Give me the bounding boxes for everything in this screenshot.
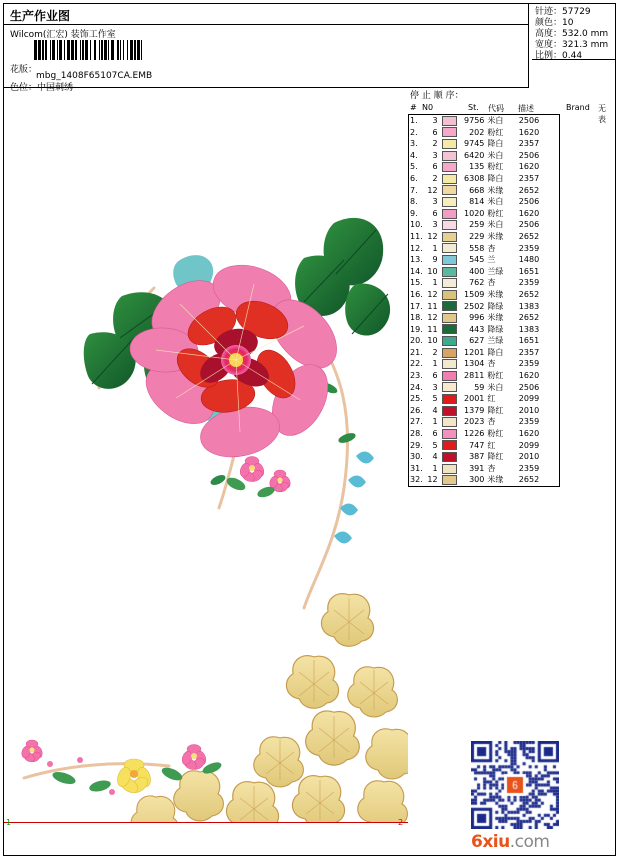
baseline-marker — [4, 822, 408, 823]
row-stitches: 300 — [469, 475, 485, 485]
row-color-swatch — [441, 324, 458, 336]
row-index: 4. — [410, 150, 418, 160]
row-code: 米缘 — [487, 231, 504, 241]
title-divider — [4, 24, 528, 25]
row-index: 14. — [410, 266, 423, 276]
row-color-swatch — [441, 428, 458, 440]
row-stitches: 1201 — [464, 347, 485, 357]
col-header-code: 代码 — [488, 104, 504, 113]
row-code: 米缘 — [487, 185, 504, 195]
row-color-swatch — [441, 150, 458, 162]
design-filename: mbg_1408F65107CA.EMB — [36, 71, 153, 81]
row-code: 降红 — [487, 452, 504, 462]
table-row — [409, 254, 560, 266]
row-color-swatch — [441, 219, 458, 231]
brand-logo-text: 6xiu — [471, 832, 510, 852]
row-code: 粉红 — [487, 127, 504, 137]
row-needle: 5 — [432, 394, 438, 404]
row-description: 1383 — [518, 324, 540, 334]
row-color-swatch — [441, 115, 458, 127]
row-color-swatch — [441, 393, 458, 405]
row-description: 2099 — [518, 394, 540, 404]
row-needle: 1 — [432, 417, 438, 427]
row-needle: 11 — [427, 301, 438, 311]
row-needle: 3 — [432, 382, 438, 392]
row-index: 9. — [410, 208, 418, 218]
row-color-swatch — [441, 243, 458, 255]
table-row — [409, 428, 560, 440]
brand-logo — [471, 832, 549, 852]
row-color-swatch — [441, 185, 458, 197]
row-index: 3. — [410, 139, 418, 149]
row-code: 红 — [487, 440, 496, 450]
header-block — [4, 4, 529, 93]
row-stitches: 558 — [469, 243, 485, 253]
table-row — [409, 312, 560, 324]
row-needle: 12 — [427, 289, 438, 299]
row-index: 28. — [410, 429, 423, 439]
row-color-swatch — [441, 382, 458, 394]
row-index: 1. — [410, 116, 418, 125]
row-stitches: 400 — [469, 266, 485, 276]
row-description: 2506 — [518, 116, 540, 125]
row-color-swatch — [441, 208, 458, 220]
row-description: 2359 — [518, 463, 540, 473]
row-index: 18. — [410, 313, 423, 323]
row-description: 1480 — [518, 255, 540, 265]
row-index: 23. — [410, 371, 423, 381]
table-row — [409, 382, 560, 394]
table-row — [409, 405, 560, 417]
col-header-idx: # — [410, 103, 417, 112]
row-stitches: 1226 — [464, 429, 485, 439]
table-row — [409, 231, 560, 243]
row-stitches: 229 — [469, 231, 485, 241]
row-description: 2652 — [518, 185, 540, 195]
row-stitches: 387 — [469, 452, 485, 462]
table-row — [409, 127, 560, 139]
row-color-swatch — [441, 463, 458, 475]
row-code: 米白 — [487, 116, 504, 125]
row-index: 26. — [410, 405, 423, 415]
table-row — [409, 173, 560, 185]
row-index: 31. — [410, 463, 423, 473]
row-code: 米缘 — [487, 289, 504, 299]
table-row — [409, 150, 560, 162]
row-description: 1620 — [518, 371, 540, 381]
row-needle: 3 — [432, 220, 438, 230]
row-code: 降白 — [487, 139, 504, 149]
row-needle: 12 — [427, 475, 438, 485]
row-needle: 4 — [432, 452, 438, 462]
row-needle: 12 — [427, 185, 438, 195]
row-needle: 6 — [432, 429, 438, 439]
row-needle: 2 — [432, 173, 438, 183]
table-row — [409, 196, 560, 208]
row-color-swatch — [441, 358, 458, 370]
row-stitches: 9756 — [464, 116, 485, 125]
row-description: 1620 — [518, 127, 540, 137]
row-stitches: 2811 — [464, 371, 485, 381]
info-height-label: 高度： — [535, 29, 563, 39]
row-description: 2652 — [518, 313, 540, 323]
row-index: 10. — [410, 220, 423, 230]
row-color-swatch — [441, 347, 458, 359]
row-description: 1651 — [518, 266, 540, 276]
baseline-start-mark: 1 — [6, 818, 12, 827]
row-description: 1620 — [518, 429, 540, 439]
row-code: 米白 — [487, 220, 504, 230]
row-stitches: 762 — [469, 278, 485, 288]
row-description: 2359 — [518, 243, 540, 253]
table-row — [409, 277, 560, 289]
info-colors — [535, 18, 616, 29]
row-code: 米缘 — [487, 475, 504, 485]
row-index: 8. — [410, 197, 418, 207]
row-code: 兰 — [487, 255, 496, 265]
row-needle: 1 — [432, 359, 438, 369]
row-color-swatch — [441, 138, 458, 150]
info-stitches-value: 57729 — [562, 7, 591, 17]
row-index: 2. — [410, 127, 418, 137]
row-code: 杏 — [487, 463, 496, 473]
row-stitches: 202 — [469, 127, 485, 137]
stop-sequence-panel — [408, 88, 616, 487]
row-needle: 6 — [432, 208, 438, 218]
col-header-desc: 描述 — [518, 104, 534, 113]
row-color-swatch — [441, 289, 458, 301]
row-code: 粉红 — [487, 208, 504, 218]
table-row — [409, 289, 560, 301]
row-color-swatch — [441, 335, 458, 347]
row-index: 32. — [410, 475, 423, 485]
row-description: 2652 — [518, 475, 540, 485]
row-index: 13. — [410, 255, 423, 265]
row-color-swatch — [441, 416, 458, 428]
row-code: 降红 — [487, 405, 504, 415]
row-description: 1620 — [518, 162, 540, 172]
design-info-box — [532, 4, 616, 60]
table-row — [409, 347, 560, 359]
table-row — [409, 416, 560, 428]
stop-sequence-title: 停 止 顺 序： — [410, 91, 464, 101]
row-code: 兰绿 — [487, 266, 504, 276]
row-needle: 6 — [432, 127, 438, 137]
embroidery-artwork — [4, 88, 408, 823]
table-row — [409, 358, 560, 370]
row-description: 2357 — [518, 347, 540, 357]
table-row — [409, 335, 560, 347]
row-color-swatch — [441, 370, 458, 382]
row-needle: 2 — [432, 347, 438, 357]
row-stitches: 391 — [469, 463, 485, 473]
row-color-swatch — [441, 451, 458, 463]
row-needle: 6 — [432, 371, 438, 381]
row-needle: 3 — [432, 150, 438, 160]
info-width-label: 宽度： — [535, 40, 563, 50]
row-stitches: 996 — [469, 313, 485, 323]
row-description: 2357 — [518, 173, 540, 183]
row-code: 米白 — [487, 197, 504, 207]
barcode — [34, 40, 259, 60]
row-index: 21. — [410, 347, 423, 357]
row-needle: 10 — [427, 266, 438, 276]
row-needle: 12 — [427, 231, 438, 241]
row-stitches: 747 — [469, 440, 485, 450]
row-description: 2010 — [518, 452, 540, 462]
row-index: 6. — [410, 173, 418, 183]
row-description: 1620 — [518, 208, 540, 218]
info-height-value: 532.0 mm — [562, 29, 609, 39]
qr-code — [471, 741, 559, 829]
page-title: 生产作业图 — [10, 9, 71, 23]
table-row — [409, 440, 560, 452]
table-row — [409, 243, 560, 255]
info-colors-value: 10 — [562, 18, 574, 28]
row-stitches: 6420 — [464, 150, 485, 160]
row-index: 5. — [410, 162, 418, 172]
col-header-needle: N0 — [422, 103, 434, 112]
row-stitches: 1304 — [464, 359, 485, 369]
row-stitches: 9745 — [464, 139, 485, 149]
info-width-value: 321.3 mm — [562, 40, 609, 50]
table-row — [409, 138, 560, 150]
row-needle: 3 — [432, 197, 438, 207]
table-row — [409, 301, 560, 313]
row-stitches: 2502 — [464, 301, 485, 311]
row-stitches: 2023 — [464, 417, 485, 427]
row-stitches: 259 — [469, 220, 485, 230]
row-color-swatch — [441, 254, 458, 266]
row-code: 降绿 — [487, 301, 504, 311]
info-width — [535, 40, 616, 51]
row-code: 降白 — [487, 173, 504, 183]
info-height — [535, 29, 616, 40]
row-needle: 4 — [432, 405, 438, 415]
row-index: 15. — [410, 278, 423, 288]
row-code: 降白 — [487, 347, 504, 357]
row-stitches: 814 — [469, 197, 485, 207]
row-color-swatch — [441, 405, 458, 417]
row-stitches: 443 — [469, 324, 485, 334]
row-code: 米白 — [487, 382, 504, 392]
row-needle: 9 — [432, 255, 438, 265]
row-needle: 1 — [432, 278, 438, 288]
col-header-st: St. — [468, 103, 479, 112]
row-index: 19. — [410, 324, 423, 334]
row-stitches: 668 — [469, 185, 485, 195]
row-code: 米缘 — [487, 313, 504, 323]
row-code: 杏 — [487, 417, 496, 427]
table-row — [409, 208, 560, 220]
row-index: 7. — [410, 185, 418, 195]
table-row — [409, 393, 560, 405]
row-index: 24. — [410, 382, 423, 392]
row-description: 1651 — [518, 336, 540, 346]
row-index: 17. — [410, 301, 423, 311]
row-color-swatch — [441, 440, 458, 452]
brand-logo-suffix: .com — [509, 832, 550, 852]
row-needle: 2 — [432, 139, 438, 149]
row-description: 2506 — [518, 382, 540, 392]
row-description: 2099 — [518, 440, 540, 450]
row-description: 2010 — [518, 405, 540, 415]
row-color-swatch — [441, 161, 458, 173]
row-color-swatch — [441, 196, 458, 208]
table-row — [409, 451, 560, 463]
row-color-swatch — [441, 301, 458, 313]
row-description: 2652 — [518, 231, 540, 241]
row-color-swatch — [441, 127, 458, 139]
table-row — [409, 219, 560, 231]
row-index: 25. — [410, 394, 423, 404]
row-stitches: 627 — [469, 336, 485, 346]
row-code: 米白 — [487, 150, 504, 160]
col-header-brand: Brand — [566, 103, 590, 112]
row-index: 20. — [410, 336, 423, 346]
row-code: 降绿 — [487, 324, 504, 334]
row-code: 杏 — [487, 243, 496, 253]
row-code: 粉红 — [487, 162, 504, 172]
row-stitches: 6308 — [464, 173, 485, 183]
company-name: Wilcom(汇宏) 装饰工作室 — [10, 30, 116, 40]
row-index: 29. — [410, 440, 423, 450]
row-stitches: 1379 — [464, 405, 485, 415]
info-colors-label: 颜色： — [535, 18, 563, 28]
col-header-brand-value: 无 表 — [598, 104, 606, 124]
row-color-swatch — [441, 277, 458, 289]
table-row — [409, 370, 560, 382]
row-color-swatch — [441, 312, 458, 324]
row-description: 2359 — [518, 278, 540, 288]
table-row — [409, 266, 560, 278]
row-description: 2357 — [518, 139, 540, 149]
row-description: 1383 — [518, 301, 540, 311]
row-needle: 6 — [432, 162, 438, 172]
row-color-swatch — [441, 231, 458, 243]
row-needle: 5 — [432, 440, 438, 450]
info-scale-label: 比例： — [535, 51, 563, 61]
color-label-text: 色位： — [10, 83, 38, 93]
row-needle: 3 — [432, 116, 438, 125]
info-stitches — [535, 7, 616, 18]
row-index: 30. — [410, 452, 423, 462]
info-scale — [535, 51, 616, 62]
row-index: 27. — [410, 417, 423, 427]
row-description: 2652 — [518, 289, 540, 299]
row-code: 杏 — [487, 359, 496, 369]
row-color-swatch — [441, 266, 458, 278]
row-stitches: 1020 — [464, 208, 485, 218]
row-needle: 10 — [427, 336, 438, 346]
row-description: 2506 — [518, 150, 540, 160]
row-description: 2506 — [518, 220, 540, 230]
row-stitches: 135 — [469, 162, 485, 172]
row-needle: 11 — [427, 324, 438, 334]
row-needle: 1 — [432, 243, 438, 253]
row-description: 2359 — [518, 417, 540, 427]
row-code: 杏 — [487, 278, 496, 288]
info-scale-value: 0.44 — [562, 51, 583, 61]
row-stitches: 2001 — [464, 394, 485, 404]
stop-sequence-table — [408, 114, 560, 487]
row-code: 粉红 — [487, 429, 504, 439]
design-preview-area — [4, 88, 408, 823]
row-index: 11. — [410, 231, 423, 241]
row-code: 红 — [487, 394, 496, 404]
color-value: 中国刺绣 — [37, 83, 74, 93]
baseline-end-mark: 2 — [398, 818, 404, 827]
row-stitches: 545 — [469, 255, 485, 265]
row-color-swatch — [441, 474, 458, 486]
table-row — [409, 161, 560, 173]
table-row — [409, 324, 560, 336]
row-color-swatch — [441, 173, 458, 185]
info-stitches-label: 针迹： — [535, 7, 563, 17]
row-stitches: 59 — [474, 382, 485, 392]
table-row — [409, 115, 560, 127]
row-description: 2506 — [518, 197, 540, 207]
row-needle: 12 — [427, 313, 438, 323]
row-code: 粉红 — [487, 371, 504, 381]
table-row — [409, 185, 560, 197]
table-row — [409, 463, 560, 475]
row-description: 2359 — [518, 359, 540, 369]
row-code: 兰绿 — [487, 336, 504, 346]
row-stitches: 1509 — [464, 289, 485, 299]
row-index: 16. — [410, 289, 423, 299]
row-needle: 1 — [432, 463, 438, 473]
design-label: 花版： — [10, 65, 38, 75]
row-index: 12. — [410, 243, 423, 253]
table-row — [409, 474, 560, 486]
row-index: 22. — [410, 359, 423, 369]
